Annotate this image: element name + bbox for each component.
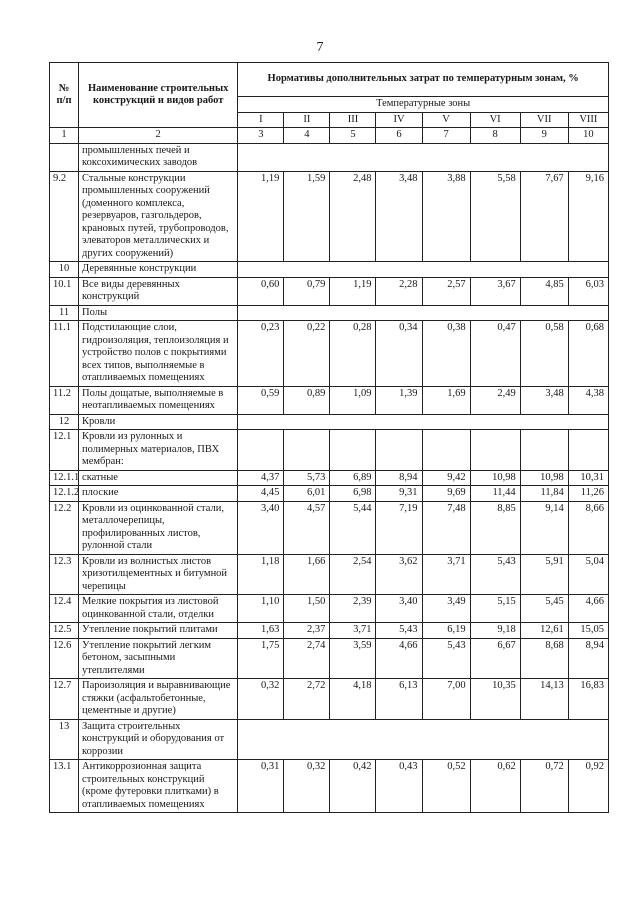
table-row: [50, 595, 609, 623]
header-num: № п/п: [50, 63, 79, 128]
zone-header: I: [238, 112, 284, 128]
zone-value: 0,59: [238, 386, 284, 414]
header-norms: Нормативы дополнительных затрат по температурным зонам, %: [238, 63, 609, 97]
table-row: [50, 143, 609, 171]
zone-value: [470, 430, 520, 471]
row-name: Кровли из оцинкованной стали, металлочерепицы, профилированных листов, рулонной стали: [79, 501, 238, 554]
zone-value: [520, 430, 568, 471]
zone-value: 2,28: [376, 277, 422, 305]
row-name: Пароизоляция и выравнивающие стяжки (асфальтобетонные, цементные и другие): [79, 679, 238, 720]
zone-value: 0,79: [284, 277, 330, 305]
table-row: [50, 386, 609, 414]
zone-value: 1,09: [330, 386, 376, 414]
zone-value: [330, 430, 376, 471]
table-row: [50, 760, 609, 813]
zone-value: 1,50: [284, 595, 330, 623]
zone-value: 0,43: [376, 760, 422, 813]
zone-value: 2,49: [470, 386, 520, 414]
row-number: 12.1.1: [50, 470, 79, 486]
row-name: плоские: [79, 486, 238, 502]
column-number: 10: [568, 128, 608, 144]
column-number: 1: [50, 128, 79, 144]
section-title: Защита строительных конструкций и оборудования от коррозии: [79, 719, 238, 760]
zone-header: VII: [520, 112, 568, 128]
row-name: Подстилающие слои, гидроизоляция, теплоизоляция и устройство полов с покрытиями всех типов, выполняемые в отапливаемых помещениях: [79, 321, 238, 387]
zone-value: 9,18: [470, 623, 520, 639]
zone-value: 11,84: [520, 486, 568, 502]
zone-value: 15,05: [568, 623, 608, 639]
zone-value: 5,58: [470, 171, 520, 262]
section-values-empty: [238, 262, 609, 278]
zone-value: 10,35: [470, 679, 520, 720]
section-number: 10: [50, 262, 79, 278]
row-number: 10.1: [50, 277, 79, 305]
column-number: 2: [79, 128, 238, 144]
zone-value: 1,18: [238, 554, 284, 595]
section-row: [50, 305, 609, 321]
zone-value: 5,44: [330, 501, 376, 554]
column-number: 4: [284, 128, 330, 144]
zone-value: 5,04: [568, 554, 608, 595]
zone-value: [238, 430, 284, 471]
zone-value: 0,28: [330, 321, 376, 387]
row-name: Кровли из рулонных и полимерных материалов, ПВХ мембран:: [79, 430, 238, 471]
zone-value: 3,40: [376, 595, 422, 623]
table-row: [50, 430, 609, 471]
zone-value: 2,72: [284, 679, 330, 720]
section-number: 11: [50, 305, 79, 321]
zone-header: II: [284, 112, 330, 128]
zone-value: 3,62: [376, 554, 422, 595]
zone-value: 3,71: [330, 623, 376, 639]
row-name: Антикоррозионная защита строительных конструкций (кроме футеровки плитками) в отапливаемых помещениях: [79, 760, 238, 813]
zone-value: 6,98: [330, 486, 376, 502]
zone-value: [422, 430, 470, 471]
zone-value: 9,14: [520, 501, 568, 554]
zone-value: 3,59: [330, 638, 376, 679]
zone-value: 8,66: [568, 501, 608, 554]
zone-value: 1,75: [238, 638, 284, 679]
zone-value: 4,45: [238, 486, 284, 502]
zone-value: 9,69: [422, 486, 470, 502]
zone-value: 2,54: [330, 554, 376, 595]
zone-value: 0,32: [238, 679, 284, 720]
zone-value: 8,94: [376, 470, 422, 486]
row-number: 12.7: [50, 679, 79, 720]
table-row: [50, 171, 609, 262]
row-number: 12.4: [50, 595, 79, 623]
header-name: Наименование строительных конструкций и видов работ: [79, 63, 238, 128]
zone-value: 4,38: [568, 386, 608, 414]
row-number: 11.1: [50, 321, 79, 387]
zone-value: 5,15: [470, 595, 520, 623]
section-number: 13: [50, 719, 79, 760]
row-name: Все виды деревянных конструкций: [79, 277, 238, 305]
table-row: [50, 623, 609, 639]
zone-value: 6,19: [422, 623, 470, 639]
zone-value: 1,66: [284, 554, 330, 595]
zone-value: 2,74: [284, 638, 330, 679]
zone-value: 11,44: [470, 486, 520, 502]
zone-value: 8,94: [568, 638, 608, 679]
table-row: [50, 501, 609, 554]
column-number: 7: [422, 128, 470, 144]
row-name: Утепление покрытий плитами: [79, 623, 238, 639]
zone-header: VI: [470, 112, 520, 128]
table-row: [50, 554, 609, 595]
zone-value: 3,48: [376, 171, 422, 262]
zone-value: 0,92: [568, 760, 608, 813]
zone-value: 5,45: [520, 595, 568, 623]
column-number: 6: [376, 128, 422, 144]
zone-value: 7,48: [422, 501, 470, 554]
zone-value: 0,68: [568, 321, 608, 387]
zone-value: 7,67: [520, 171, 568, 262]
table-row: [50, 277, 609, 305]
zone-value: 0,23: [238, 321, 284, 387]
table-row: [50, 638, 609, 679]
section-title: Полы: [79, 305, 238, 321]
zone-value: 4,85: [520, 277, 568, 305]
zone-value: [568, 430, 608, 471]
zone-value: 1,69: [422, 386, 470, 414]
section-title: Деревянные конструкции: [79, 262, 238, 278]
row-number: 12.5: [50, 623, 79, 639]
zone-value: 11,26: [568, 486, 608, 502]
section-row: [50, 414, 609, 430]
zone-value: 4,57: [284, 501, 330, 554]
row-name: промышленных печей и коксохимических заводов: [79, 143, 238, 171]
section-values-empty: [238, 305, 609, 321]
table-row: [50, 321, 609, 387]
zone-value: 2,48: [330, 171, 376, 262]
zone-value: 3,40: [238, 501, 284, 554]
zone-value: 3,71: [422, 554, 470, 595]
zone-value: 5,91: [520, 554, 568, 595]
zone-value: [284, 430, 330, 471]
zone-value: 0,60: [238, 277, 284, 305]
zone-value: 8,85: [470, 501, 520, 554]
row-name: Мелкие покрытия из листовой оцинкованной стали, отделки: [79, 595, 238, 623]
section-row: [50, 262, 609, 278]
zone-value: 0,32: [284, 760, 330, 813]
section-title: Кровли: [79, 414, 238, 430]
zone-value: 1,10: [238, 595, 284, 623]
row-name: Стальные конструкции промышленных сооружений (доменного комплекса, резервуаров, газгольдеров, крановых путей, трубопроводов, элеваторов металлических и других сооружений): [79, 171, 238, 262]
zone-value: 6,67: [470, 638, 520, 679]
zone-value: 0,38: [422, 321, 470, 387]
zone-value: 0,52: [422, 760, 470, 813]
zone-value: 10,98: [520, 470, 568, 486]
zone-value: 6,89: [330, 470, 376, 486]
zone-value: 0,89: [284, 386, 330, 414]
zone-header: III: [330, 112, 376, 128]
zone-value: 0,34: [376, 321, 422, 387]
zone-value: 0,31: [238, 760, 284, 813]
zone-value: 4,66: [568, 595, 608, 623]
zone-value: 8,68: [520, 638, 568, 679]
zone-value: 2,39: [330, 595, 376, 623]
section-values-empty: [238, 719, 609, 760]
zone-value: 10,98: [470, 470, 520, 486]
zone-value: 10,31: [568, 470, 608, 486]
row-number: 13.1: [50, 760, 79, 813]
zone-value: 3,48: [520, 386, 568, 414]
page-number: 7: [316, 40, 324, 55]
zone-value: 0,72: [520, 760, 568, 813]
zone-value: 0,62: [470, 760, 520, 813]
zone-value: 14,13: [520, 679, 568, 720]
row-number: 12.6: [50, 638, 79, 679]
zone-value: 6,13: [376, 679, 422, 720]
column-number: 3: [238, 128, 284, 144]
zone-value: 0,58: [520, 321, 568, 387]
section-values-empty: [238, 414, 609, 430]
table-row: [50, 486, 609, 502]
zone-value: 5,43: [470, 554, 520, 595]
header-zones: Температурные зоны: [238, 97, 609, 113]
zone-value: 4,66: [376, 638, 422, 679]
zone-value: 12,61: [520, 623, 568, 639]
row-number: 12.2: [50, 501, 79, 554]
row-number: [50, 143, 79, 171]
zone-header: VIII: [568, 112, 608, 128]
row-name: Кровли из волнистых листов хризотилцементных и битумной черепицы: [79, 554, 238, 595]
zone-value: 3,67: [470, 277, 520, 305]
zone-value: 2,37: [284, 623, 330, 639]
row-name: скатные: [79, 470, 238, 486]
zone-value: 6,03: [568, 277, 608, 305]
zone-value: 5,43: [376, 623, 422, 639]
zone-value: [376, 430, 422, 471]
zone-value: 16,83: [568, 679, 608, 720]
zone-value: 0,42: [330, 760, 376, 813]
column-number: 5: [330, 128, 376, 144]
zone-value: 1,63: [238, 623, 284, 639]
zone-value: 0,47: [470, 321, 520, 387]
row-number: 11.2: [50, 386, 79, 414]
column-numbers-row: [50, 128, 609, 144]
zone-value: 2,57: [422, 277, 470, 305]
row-name: Полы дощатые, выполняемые в неотапливаемых помещениях: [79, 386, 238, 414]
column-number: 9: [520, 128, 568, 144]
row-number: 12.3: [50, 554, 79, 595]
zone-value: 1,39: [376, 386, 422, 414]
zone-value: 9,16: [568, 171, 608, 262]
table-row: [50, 470, 609, 486]
zone-value: 4,37: [238, 470, 284, 486]
section-row: [50, 719, 609, 760]
zone-value: 1,59: [284, 171, 330, 262]
table-row: [50, 679, 609, 720]
row-values-empty: [238, 143, 609, 171]
zone-value: 1,19: [330, 277, 376, 305]
zone-value: 9,31: [376, 486, 422, 502]
zone-value: 9,42: [422, 470, 470, 486]
zone-value: 4,18: [330, 679, 376, 720]
row-number: 12.1: [50, 430, 79, 471]
zone-header: IV: [376, 112, 422, 128]
section-number: 12: [50, 414, 79, 430]
zone-value: 3,88: [422, 171, 470, 262]
zone-value: 7,00: [422, 679, 470, 720]
row-number: 12.1.2: [50, 486, 79, 502]
norms-table: [49, 62, 609, 813]
zone-value: 1,19: [238, 171, 284, 262]
row-number: 9.2: [50, 171, 79, 262]
column-number: 8: [470, 128, 520, 144]
table-body: [50, 143, 609, 813]
row-name: Утепление покрытий легким бетоном, засыпными утеплителями: [79, 638, 238, 679]
zone-value: 5,43: [422, 638, 470, 679]
zone-value: 3,49: [422, 595, 470, 623]
zone-value: 0,22: [284, 321, 330, 387]
zone-value: 5,73: [284, 470, 330, 486]
zone-value: 6,01: [284, 486, 330, 502]
zone-value: 7,19: [376, 501, 422, 554]
zone-header: V: [422, 112, 470, 128]
